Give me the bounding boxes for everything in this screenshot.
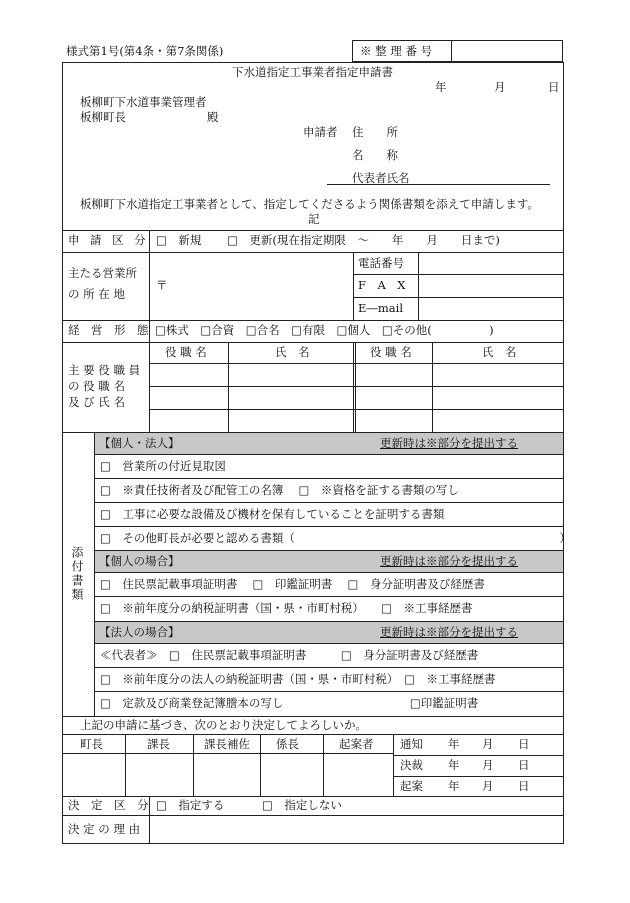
- option-new[interactable]: □ 新規: [156, 233, 202, 247]
- addressee-line1: 板柳町下水道事業管理者: [80, 95, 207, 109]
- role-assistant-chief: 課長補佐: [204, 737, 250, 751]
- phone-label: 電話番号: [358, 256, 404, 270]
- date-draft-label: 起案: [400, 779, 423, 793]
- officer-col-name-1: 氏 名: [275, 345, 310, 359]
- date-notice-label: 通知: [400, 737, 423, 751]
- date-approval-year: 年: [448, 758, 460, 772]
- date-draft-day: 日: [518, 779, 530, 793]
- location-label-1: 主たる営業所: [68, 266, 137, 280]
- section-individual-corporate-heading: 【個人・法人】: [99, 436, 180, 450]
- application-type-label: 申 請 区 分: [68, 233, 150, 247]
- role-section-chief: 課長: [147, 737, 170, 751]
- application-statement: 板柳町下水道指定工事業者として、指定してくださるよう関係書類を添えて申請します。: [80, 197, 539, 211]
- officers-label-3: 及 び 氏 名: [68, 395, 125, 409]
- date-notice-year: 年: [448, 737, 460, 751]
- decision-intro: 上記の申請に基づき、次のとおり決定してよろしいか。: [80, 718, 368, 732]
- ki-label: 記: [308, 212, 320, 226]
- section-individual-corporate-note: 更新時は※部分を提出する: [380, 436, 518, 450]
- attachment-item[interactable]: □ その他町長が必要と認める書類（ ）: [100, 531, 571, 545]
- attachment-item[interactable]: □ 定款及び商業登記簿謄本の写し □印鑑証明書: [100, 696, 479, 710]
- role-subsection-chief: 係長: [276, 737, 299, 751]
- date-draft-month: 月: [482, 779, 494, 793]
- applicant-address-label: 住 所: [352, 125, 398, 139]
- decision-reason-label: 決 定 の 理 由: [68, 822, 141, 836]
- date-notice-day: 日: [518, 737, 530, 751]
- attachment-item[interactable]: □ 営業所の付近見取図: [100, 459, 226, 473]
- attachment-item[interactable]: ≪代表者≫ □ 住民票記載事項証明書 □ 身分証明書及び経歴書: [100, 648, 479, 662]
- officers-label-1: 主 要 役 職 員: [68, 363, 141, 377]
- date-year: 年: [435, 80, 447, 94]
- attachment-item[interactable]: □ ※前年度分の納税証明書（国・県・市町村税） □ ※工事経歴書: [100, 601, 473, 615]
- date-approval-day: 日: [518, 758, 530, 772]
- officers-label-2: の 役 職 名: [68, 379, 125, 393]
- postal-mark: 〒: [156, 278, 168, 292]
- date-approval-label: 決裁: [400, 758, 423, 772]
- section-corporate-note: 更新時は※部分を提出する: [380, 625, 518, 639]
- date-draft-year: 年: [448, 779, 460, 793]
- form-number: 様式第1号(第4条・第7条関係): [66, 44, 224, 58]
- section-individual-heading: 【個人の場合】: [99, 554, 180, 568]
- representative-underline: [327, 184, 550, 185]
- section-individual-note: 更新時は※部分を提出する: [380, 554, 518, 568]
- location-label-2: の 所 在 地: [68, 287, 125, 301]
- option-not-designate[interactable]: □ 指定しない: [262, 798, 342, 812]
- management-label: 経 営 形 態: [68, 323, 149, 337]
- role-mayor: 町長: [80, 737, 103, 751]
- fax-label: F A X: [358, 278, 406, 292]
- addressee-line2: 板柳町長: [80, 110, 126, 124]
- reference-number-label: ※ 整 理 番 号: [360, 44, 433, 58]
- form-title: 下水道指定工事業者指定申請書: [232, 65, 393, 79]
- date-notice-month: 月: [482, 737, 494, 751]
- applicant-rep-label: 代表者氏名: [352, 171, 410, 185]
- attachments-side-label: 添付書類: [70, 546, 84, 602]
- attachment-item[interactable]: □ ※前年度分の法人の納税証明書（国・県・市町村税） □ ※工事経歴書: [100, 672, 496, 686]
- option-designate[interactable]: □ 指定する: [156, 798, 225, 812]
- date-day: 日: [548, 80, 560, 94]
- officer-col-name-2: 氏 名: [482, 345, 517, 359]
- attachment-item[interactable]: □ ※責任技術者及び配管工の名簿 □ ※資格を証する書類の写し: [100, 483, 459, 497]
- attachment-item[interactable]: □ 工事に必要な設備及び機材を保有していることを証明する書類: [100, 507, 445, 521]
- attachment-item[interactable]: □ 住民票記載事項証明書 □ 印鑑証明書 □ 身分証明書及び経歴書: [100, 577, 485, 591]
- option-renewal[interactable]: □ 更新(現在指定期限 ～ 年 月 日まで): [227, 233, 500, 247]
- applicant-name-label: 名 称: [352, 148, 398, 162]
- date-approval-month: 月: [482, 758, 494, 772]
- officer-col-title-2: 役 職 名: [370, 345, 412, 359]
- officer-col-title-1: 役 職 名: [165, 345, 207, 359]
- date-month: 月: [494, 80, 506, 94]
- decision-category-label: 決 定 区 分: [68, 798, 149, 812]
- applicant-label: 申請者: [303, 125, 338, 139]
- email-label: E―mail: [358, 301, 404, 315]
- addressee-honorific: 殿: [207, 110, 219, 124]
- management-options[interactable]: □株式 □合資 □合名 □有限 □個人 □その他( ): [155, 323, 494, 337]
- section-corporate-heading: 【法人の場合】: [99, 625, 180, 639]
- role-drafter: 起案者: [339, 737, 374, 751]
